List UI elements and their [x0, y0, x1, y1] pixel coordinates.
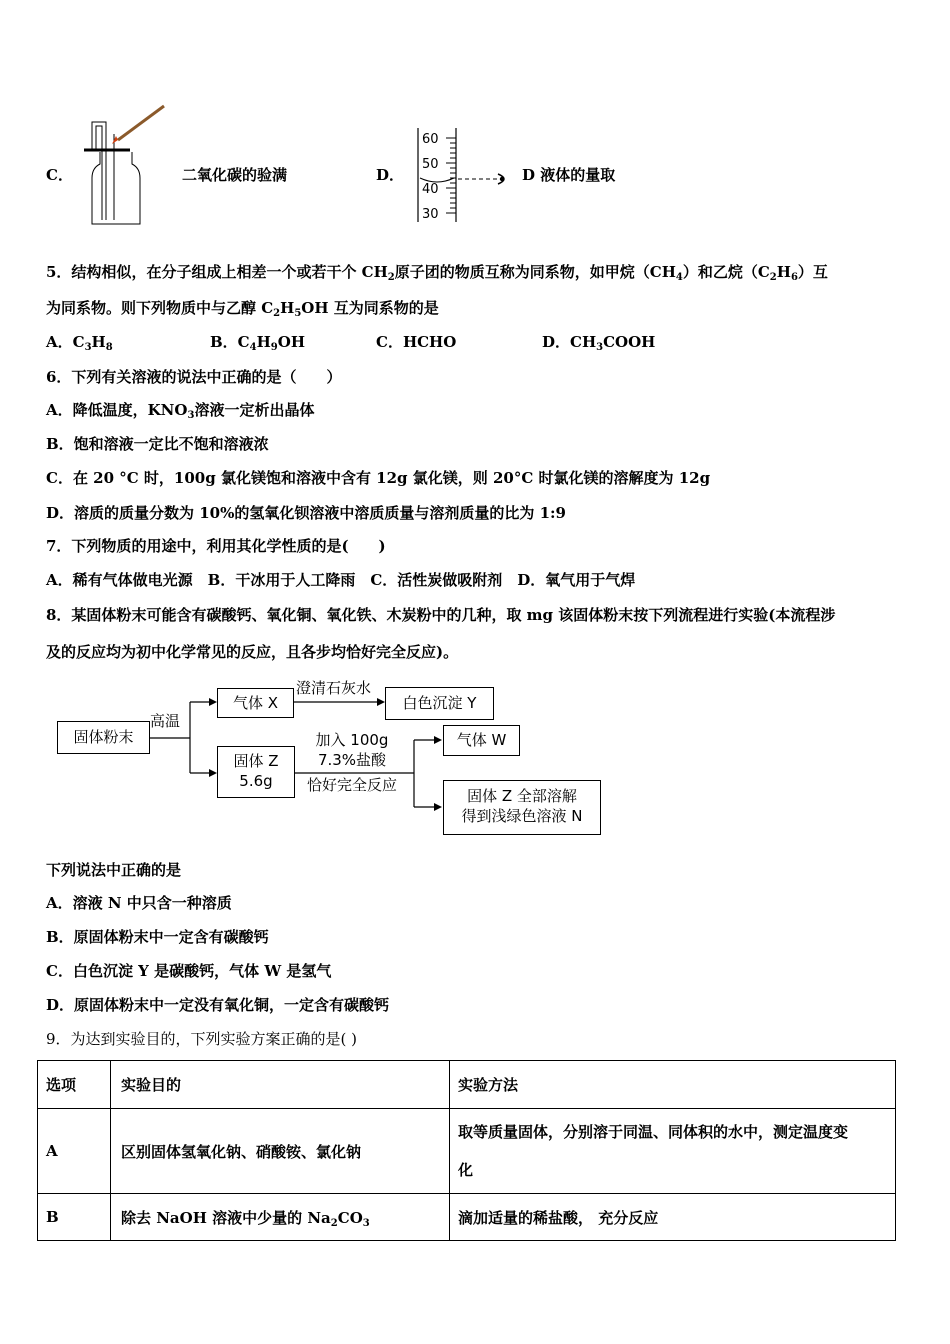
q5-stem-line2: 为同系物。则下列物质中与乙醇 $C_2H_5OH$ 互为同系物的是 — [46, 299, 439, 319]
q5-option-c: C．HCHO — [376, 333, 457, 351]
q5-option-d: D．$CH_3COOH$ — [542, 333, 656, 353]
q6-option-b: B．饱和溶液一定比不饱和溶液浓 — [46, 435, 269, 453]
flow-result-box: 固体 Z 全部溶解 得到浅绿色溶液 N — [443, 780, 601, 835]
flow-solid-z-mass: 5.6g — [239, 772, 273, 790]
flow-heat-label: 高温 — [150, 712, 181, 730]
table-cell: B — [38, 1194, 111, 1241]
q8-stem-line2: 及的反应均为初中化学常见的反应，且各步均恰好完全反应)。 — [46, 643, 459, 661]
flow-limewater-label: 澄清石灰水 — [296, 679, 372, 697]
option-c-label: C． — [46, 166, 73, 184]
table-header-row — [38, 1061, 896, 1109]
q6-option-d: D．溶质的质量分数为 10%的氢氧化钡溶液中溶质质量与溶剂质量的比为 1:9 — [46, 504, 566, 522]
q5-option-a: A．$C_3H_8$ — [46, 333, 113, 353]
q8-stem-line1: 8．某固体粉末可能含有碳酸钙、氧化铜、氧化铁、木炭粉中的几种，取 mg 该固体粉末按下列流程进行实验(本流程涉 — [46, 606, 836, 624]
table-cell: 区别固体氢氧化钠、硝酸铵、氯化钠 — [111, 1109, 450, 1194]
q9-table — [37, 1060, 896, 1241]
flow-reagent-label: 加入 100g 7.3%盐酸 — [315, 731, 389, 769]
flow-solid-z-box — [217, 746, 295, 798]
flow-start-box: 固体粉末 — [57, 721, 150, 754]
q5-option-b: B．$C_4H_9OH$ — [210, 333, 305, 353]
option-d-label: D． — [376, 166, 405, 184]
flow-gas-x-box: 气体 X — [217, 688, 294, 718]
q8-option-d: D．原固体粉末中一定没有氧化铜，一定含有碳酸钙 — [46, 996, 390, 1014]
table-cell: 除去 NaOH 溶液中少量的 $Na_2CO_3$ — [111, 1194, 450, 1241]
graduated-cylinder-figure — [412, 126, 522, 224]
q8-ask: 下列说法中正确的是 — [46, 861, 182, 879]
table-row — [38, 1109, 896, 1194]
gas-bottle-figure — [78, 104, 170, 230]
cylinder-tick-label: 30 — [422, 207, 439, 222]
q6-option-c: C．在 20 °C 时，100g 氯化镁饱和溶液中含有 12g 氯化镁，则 20°C 时氯化镁的溶解度为 12g — [46, 469, 711, 487]
option-c-caption: 二氧化碳的验满 — [182, 166, 288, 184]
q9-stem: 9．为达到实验目的，下列实验方案正确的是( ) — [46, 1030, 358, 1048]
q7-stem: 7．下列物质的用途中，利用其化学性质的是( ) — [46, 537, 386, 555]
table-header-cell: 实验方法 — [450, 1061, 896, 1109]
table-header-cell: 选项 — [38, 1061, 111, 1109]
q8-option-b: B．原固体粉末中一定含有碳酸钙 — [46, 928, 269, 946]
table-cell: A — [38, 1109, 111, 1194]
q8-option-a: A．溶液 N 中只含一种溶质 — [46, 894, 232, 912]
cylinder-tick-label: 60 — [422, 132, 439, 147]
flow-precipitate-y-box: 白色沉淀 Y — [385, 687, 494, 720]
table-row — [38, 1194, 896, 1241]
q6-option-a: A．降低温度，$KNO_3$溶液一定析出晶体 — [46, 401, 315, 421]
flow-solid-z-label: 固体 Z — [233, 752, 279, 770]
cylinder-tick-label: 50 — [422, 157, 439, 172]
flow-gas-w-box: 气体 W — [443, 725, 520, 756]
flow-reaction-label: 恰好完全反应 — [306, 776, 397, 794]
cylinder-tick-label: 40 — [422, 182, 439, 197]
table-cell: 滴加适量的稀盐酸， 充分反应 — [450, 1194, 896, 1241]
option-d-caption: D 液体的量取 — [522, 166, 616, 184]
q5-stem-line1: 5．结构相似，在分子组成上相差一个或若干个 $CH_2$原子团的物质互称为同系物，如甲烷$(CH_4)$和乙烷$(C_2H_6)$互 — [46, 263, 828, 283]
q8-option-c: C．白色沉淀 Y 是碳酸钙，气体 W 是氢气 — [46, 962, 332, 980]
q6-stem: 6．下列有关溶液的说法中正确的是（ ） — [46, 368, 342, 386]
table-header-cell: 实验目的 — [111, 1061, 450, 1109]
q7-options: A．稀有气体做电光源 B．干冰用于人工降雨 C．活性炭做吸附剂 D．氧气用于气焊 — [46, 571, 636, 589]
table-cell: 取等质量固体，分别溶于同温、同体积的水中，测定温度变 化 — [450, 1109, 896, 1194]
